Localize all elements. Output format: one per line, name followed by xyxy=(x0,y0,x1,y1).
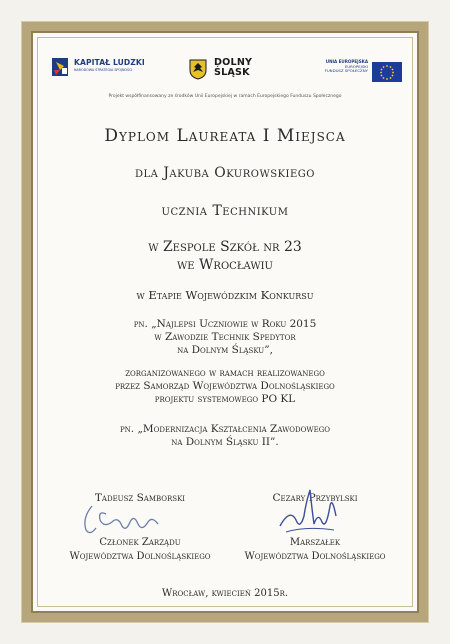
kapital-ludzki-subtitle: NARODOWA STRATEGIA SPÓJNOŚCI xyxy=(74,68,133,72)
contest-block xyxy=(30,318,420,357)
dolny-slask-logo xyxy=(188,58,268,84)
project-line1: pn. „Modernizacja Kształcenia Zawodowego xyxy=(119,423,331,435)
org-line1: zorganizowanego w ramach realizowanego xyxy=(125,367,325,379)
right-role-line2: Województwa Dolnośląskiego xyxy=(244,550,386,562)
kapital-ludzki-name: KAPITAŁ LUDZKI xyxy=(74,58,145,67)
left-role-line2: Województwa Dolnośląskiego xyxy=(69,550,211,562)
stage-line: w Etapie Wojewódzkim Konkursu xyxy=(136,288,314,302)
signatory-right-role xyxy=(235,536,395,563)
place-date: Wrocław, kwiecień 2015r. xyxy=(161,588,289,599)
cofinance-note: Projekt współfinansowany ze środków Unii Europejskiej w ramach Europejskiego Funduszu Społecznego xyxy=(108,94,342,99)
school-line2: we Wrocławiu xyxy=(177,257,273,273)
kapital-ludzki-logo xyxy=(50,56,145,84)
kapital-ludzki-icon xyxy=(50,56,70,78)
left-role-line1: Członek Zarządu xyxy=(99,537,181,548)
signature-left-scrawl xyxy=(78,500,168,540)
eu-flag-icon xyxy=(372,62,402,82)
role-line: ucznia Technikum xyxy=(161,203,289,219)
recipient-line: dla Jakuba Okurowskiego xyxy=(134,165,315,181)
ue-line1: UNIA EUROPEJSKA xyxy=(325,59,368,64)
project-block xyxy=(30,423,420,449)
organizer-block xyxy=(30,367,420,406)
eagle-crest-icon xyxy=(188,58,208,80)
diploma-title: Dyplom Laureata I Miejsca xyxy=(104,126,346,146)
signatory-left-name: Tadeusz Samborski xyxy=(94,492,186,504)
org-line3: projektu systemowego PO KL xyxy=(154,393,296,405)
unia-europejska-logo xyxy=(316,60,416,86)
signatory-right-name: Cezary Przybylski xyxy=(272,492,358,504)
contest-line1: pn. „Najlepsi Uczniowie w Roku 2015 xyxy=(133,318,317,330)
ue-line2: EUROPEJSKI xyxy=(344,63,368,69)
org-line2: przez Samorząd Województwa Dolnośląskiego xyxy=(115,380,335,392)
dolny-slask-line1: DOLNY xyxy=(214,57,253,68)
contest-line3: na Dolnym Śląsku”, xyxy=(177,344,273,356)
contest-line2: w Zawodzie Technik Spedytor xyxy=(154,331,296,343)
school-block xyxy=(30,238,420,274)
dolny-slask-line2: ŚLĄSK xyxy=(214,67,250,78)
project-line2: na Dolnym Śląsku II”. xyxy=(171,436,279,448)
signatory-left-role xyxy=(60,536,220,563)
dolny-slask-name xyxy=(214,58,252,78)
logo-bar xyxy=(38,40,412,86)
ue-line3: FUNDUSZ SPOŁECZNY xyxy=(324,68,368,74)
right-role-line1: Marszałek xyxy=(289,537,341,548)
ue-text xyxy=(316,60,368,74)
school-line1: w Zespole Szkół nr 23 xyxy=(148,239,302,255)
signature-right-scrawl xyxy=(276,486,346,542)
